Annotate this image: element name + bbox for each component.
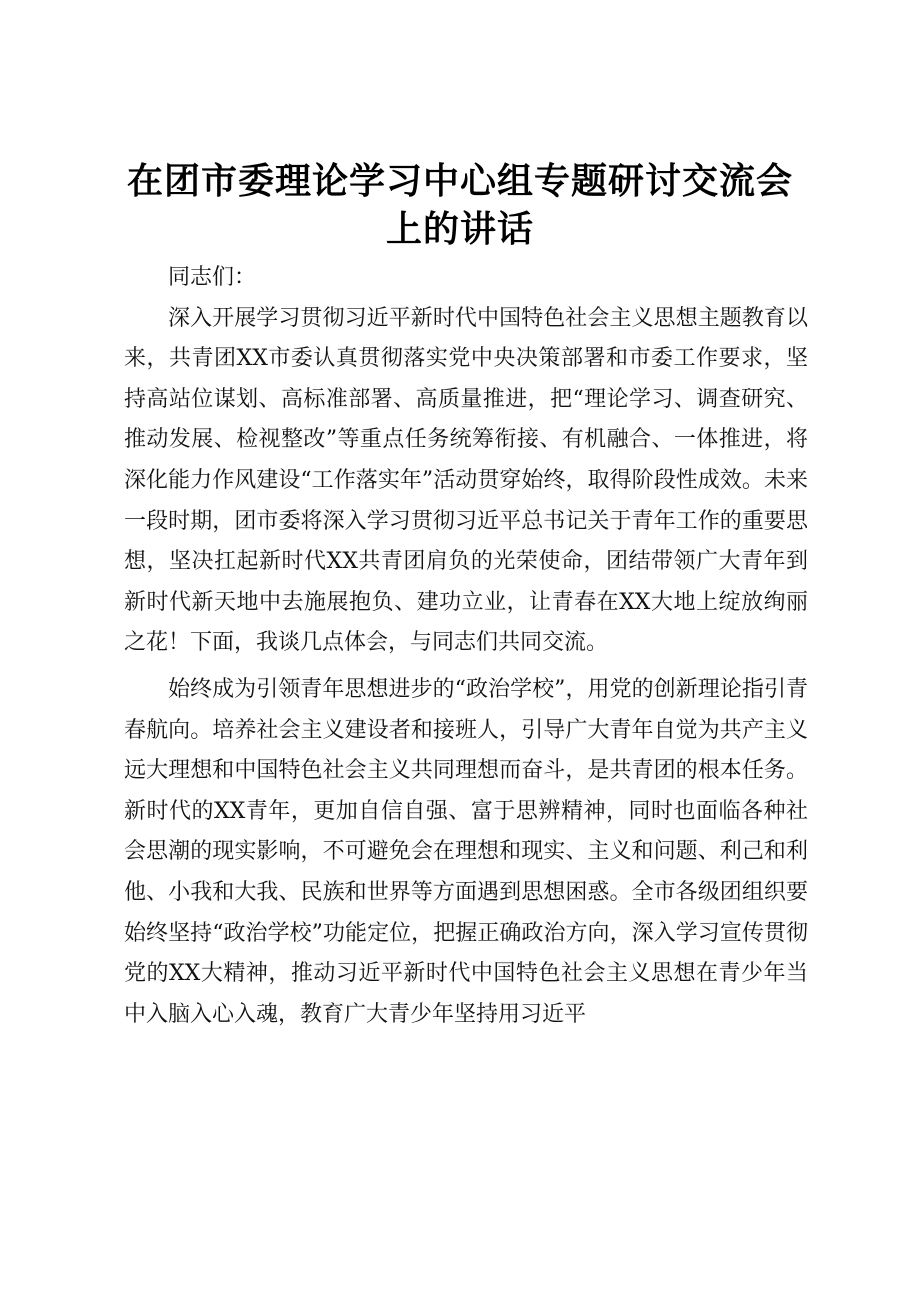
paragraph-intro: 深入开展学习贯彻习近平新时代中国特色社会主义思想主题教育以来，共青团XX市委认真贯彻落实党中央决策部署和市委工作要求，坚持高站位谋划、高标准部署、高质量推进，把“理论学习、调查研究、推动发展、检视整改”等重点任务统筹衔接、有机融合、一体推进，将深化能力作风建设“工作落实年”活动贯穿始终，取得阶段性成效。未来一段时期，团市委将深入学习贯彻习近平总书记关于青年工作的重要思想，坚决扛起新时代XX共青团肩负的光荣使命，团结带领广大青年到新时代新天地中去施展抱负、建功立业，让青春在XX大地上绽放绚丽之花！下面，我谈几点体会，与同志们共同交流。 bbox=[124, 305, 808, 656]
document-title: 在团市委理论学习中心组专题研讨交流会上的讲话 bbox=[126, 161, 793, 250]
paragraph-political-school: 始终成为引领青年思想进步的“政治学校”，用党的创新理论指引青春航向。培养社会主义建设者和接班人，引导广大青年自觉为共产主义远大理想和中国特色社会主义共同理想而奋斗，是共青团的根本任务。新时代的XX青年，更加自信自强、富于思辨精神，同时也面临各种社会思潮的现实影响，不可避免会在理想和现实、主义和问题、利己和利他、小我和大我、民族和世界等方面遇到思想困惑。全市各级团组织要始终坚持“政治学校”功能定位，把握正确政治方向，深入学习宣传贯彻党的XX大精神，推动习近平新时代中国特色社会主义思想在青少年当中入脑入心入魂，教育广大青少年坚持用习近平 bbox=[124, 676, 808, 1027]
document-body bbox=[124, 258, 808, 1035]
salutation: 同志们： bbox=[168, 265, 257, 290]
